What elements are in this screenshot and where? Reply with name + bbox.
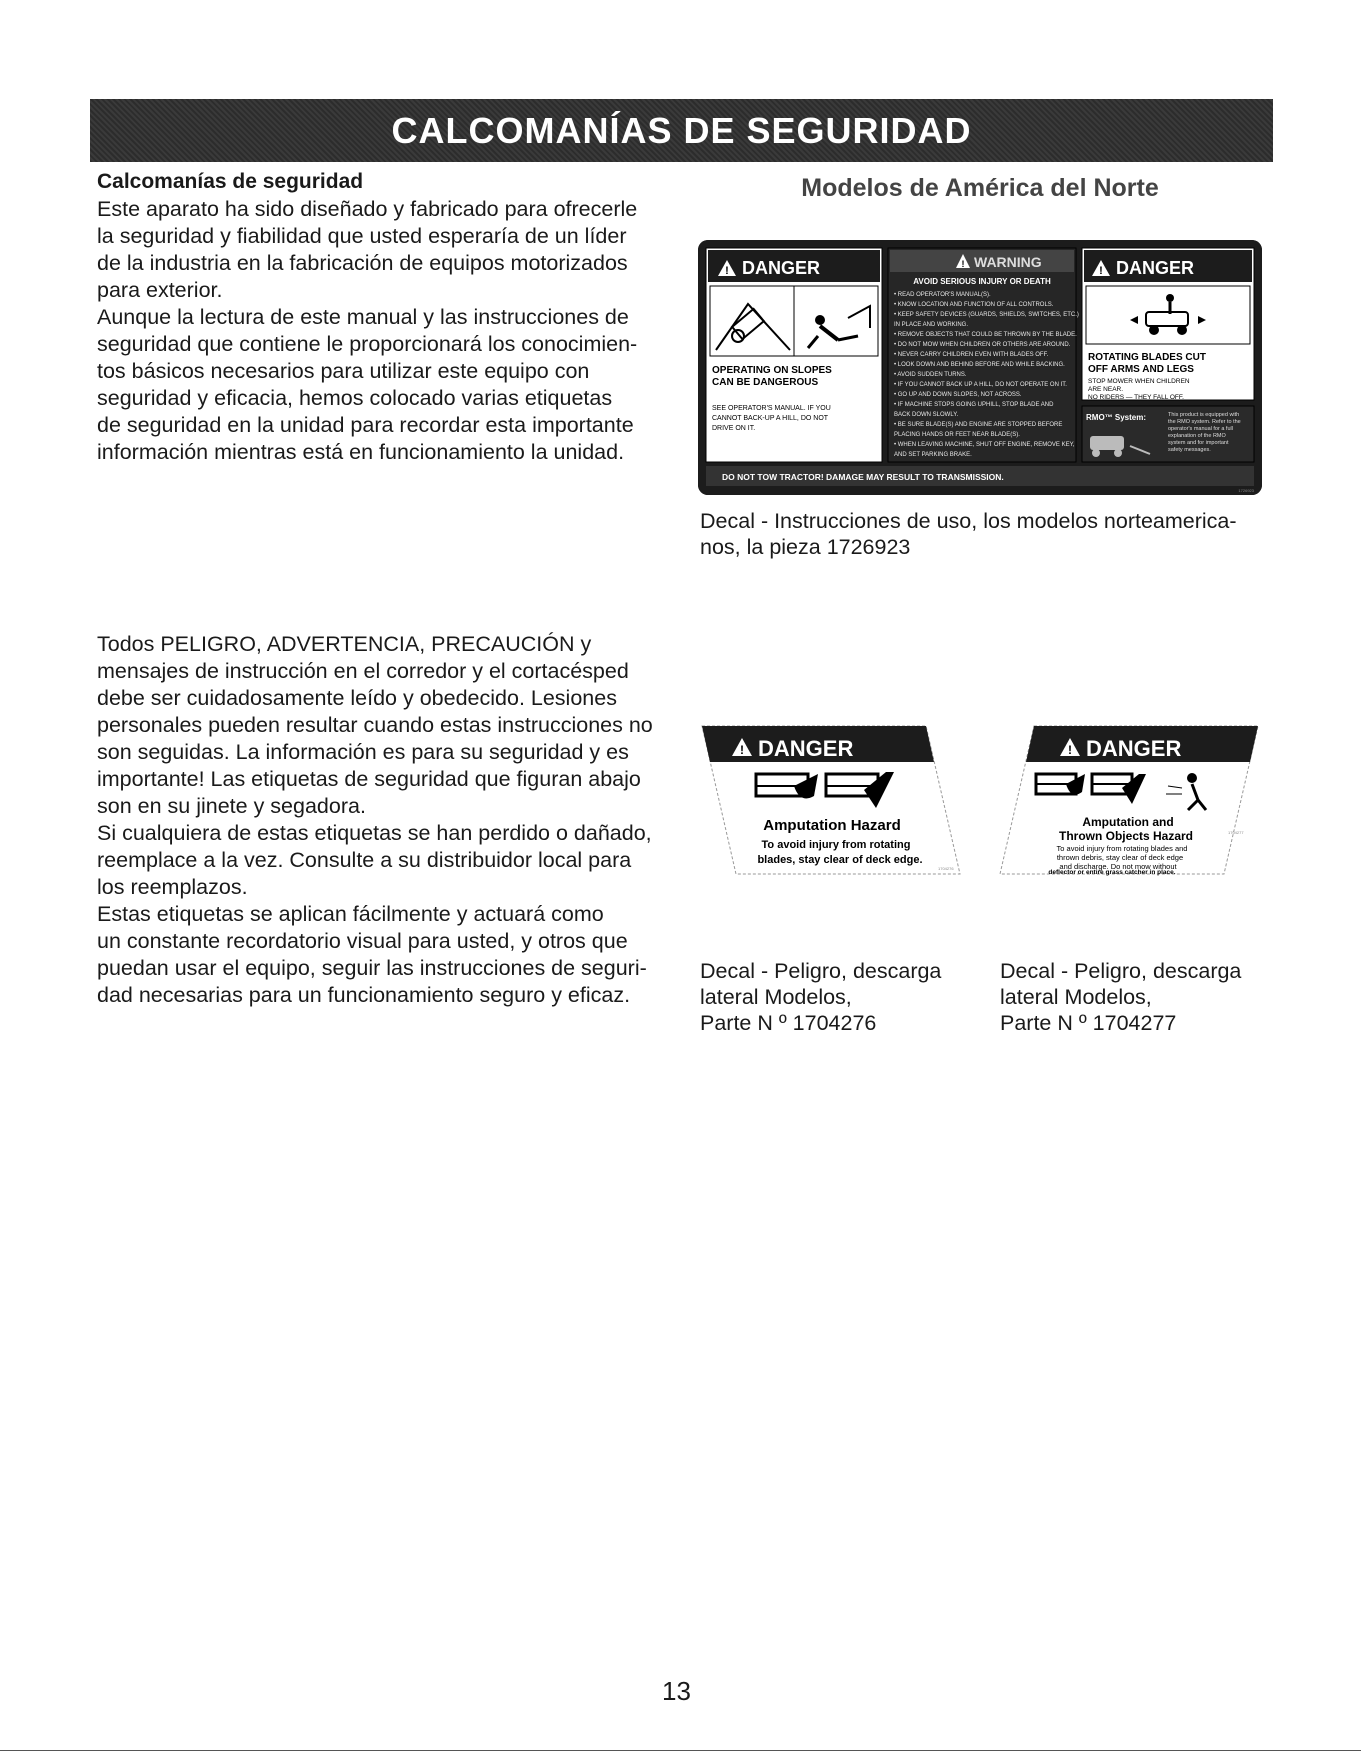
rmo-text-line: This product is equipped with [1168, 412, 1240, 418]
warning-label: WARNING [974, 254, 1042, 270]
instructions-line: Todos PELIGRO, ADVERTENCIA, PRECAUCIÓN y [97, 632, 592, 656]
instructions-line: debe ser cuidadosamente leído y obedecido. Lesiones [97, 686, 617, 710]
warning-item: • DO NOT MOW WHEN CHILDREN OR OTHERS ARE AROUND. [894, 342, 1071, 348]
instructions-paragraph [97, 631, 672, 1009]
caption-line: Decal - Peligro, descarga [700, 959, 942, 983]
banner-title: CALCOMANÍAS DE SEGURIDAD [391, 109, 972, 151]
caption-1704276 [700, 958, 980, 1036]
rmo-label: RMO™ System: [1086, 413, 1147, 422]
rmo-text-line: safety messages. [1168, 447, 1211, 453]
svg-text:!: ! [740, 743, 744, 757]
caption-1704277 [1000, 958, 1280, 1036]
intro-line: de seguridad en la unidad para recordar esta importante [97, 413, 634, 437]
blades-text-line: NO RIDERS — THEY FALL OFF. [1088, 394, 1184, 401]
instructions-line: son en su jinete y segadora. [97, 794, 366, 818]
instructions-line: dad necesarias para un funcionamiento seguro y eficaz. [97, 983, 631, 1007]
blades-text-line: ARE NEAR. [1088, 386, 1124, 393]
decal-text-line: To avoid injury from rotating [761, 839, 911, 851]
intro-line: la seguridad y fiabilidad que usted esperaría de un líder [97, 224, 627, 248]
rmo-text-line: system and for important [1168, 440, 1229, 446]
caption-line: Decal - Peligro, descarga [1000, 959, 1242, 983]
caption-line: Parte N º 1704276 [700, 1011, 877, 1035]
caption-1726923 [700, 508, 1280, 560]
warning-subtitle: AVOID SERIOUS INJURY OR DEATH [913, 277, 1051, 286]
svg-text:!: ! [725, 265, 729, 277]
intro-heading: Calcomanías de seguridad [97, 170, 364, 193]
decal-1726923-art [698, 240, 1262, 495]
warning-item: • GO UP AND DOWN SLOPES, NOT ACROSS. [894, 392, 1022, 398]
intro-section [97, 170, 667, 466]
section-banner [90, 99, 1273, 162]
instructions-line: puedan usar el equipo, seguir las instrucciones de seguri- [97, 956, 647, 980]
warning-item: • READ OPERATOR'S MANUAL(S). [894, 292, 991, 298]
warning-item: • WHEN LEAVING MACHINE, SHUT OFF ENGINE, REMOVE KEY, [894, 442, 1075, 448]
decal-title-line: Amputation and [1082, 815, 1174, 829]
slopes-text-line: CANNOT BACK-UP A HILL, DO NOT [712, 415, 829, 422]
instructions-line: los reemplazos. [97, 875, 248, 899]
instructions-line: un constante recordatorio visual para usted, y otros que [97, 929, 628, 953]
intro-paragraph [97, 196, 667, 466]
page-number: 13 [662, 1676, 691, 1706]
instructions-line: importante! Las etiquetas de seguridad que figuran abajo [97, 767, 641, 791]
warning-item: • IF YOU CANNOT BACK UP A HILL, DO NOT OPERATE ON IT. [894, 382, 1067, 388]
slopes-title-line: CAN BE DANGEROUS [712, 377, 819, 388]
decal-text-line: deflector or entire grass catcher in place. [1048, 869, 1176, 876]
instructions-line: Estas etiquetas se aplican fácilmente y actuará como [97, 902, 604, 926]
intro-line: información mientras está en funcionamiento la unidad. [97, 440, 625, 464]
decal-1704277 [996, 724, 1262, 876]
caption-line: nos, la pieza 1726923 [700, 535, 911, 559]
rmo-text-line: explanation of the RMO [1168, 433, 1226, 439]
instructions-line: reemplace a la vez. Consulte a su distribuidor local para [97, 848, 632, 872]
rmo-text-line: the RMO system. Refer to the [1168, 419, 1241, 425]
blades-title-line: ROTATING BLADES CUT [1088, 352, 1206, 363]
svg-text:!: ! [961, 259, 965, 269]
intro-line: de la industria en la fabricación de equipos motorizados [97, 251, 628, 275]
warning-item: • BE SURE BLADE(S) AND ENGINE ARE STOPPED BEFORE [894, 422, 1063, 428]
slopes-text-line: SEE OPERATOR'S MANUAL. IF YOU [712, 405, 831, 412]
warning-item: • AVOID SUDDEN TURNS. [894, 372, 967, 378]
decal-code: 1726923 [1238, 488, 1254, 493]
intro-line: seguridad y eficacia, hemos colocado varias etiquetas [97, 386, 613, 410]
warning-item: PLACING HANDS OR FEET NEAR BLADE(S). [894, 432, 1020, 438]
instructions-line: mensajes de instrucción en el corredor y el cortacésped [97, 659, 629, 683]
decal-1704276 [698, 724, 964, 876]
decal-code: 1704277 [1228, 830, 1244, 835]
danger-label: DANGER [1086, 736, 1182, 761]
instructions-line: Si cualquiera de estas etiquetas se han perdido o dañado, [97, 821, 652, 845]
warning-item: • KEEP SAFETY DEVICES (GUARDS, SHIELDS, SWITCHES, ETC.) [894, 312, 1079, 318]
warning-item: IN PLACE AND WORKING. [894, 322, 969, 328]
instructions-section [97, 631, 672, 1009]
slopes-text-line: DRIVE ON IT. [712, 425, 756, 432]
blades-title-line: OFF ARMS AND LEGS [1088, 364, 1194, 375]
intro-line: Este aparato ha sido diseñado y fabricado para ofrecerle [97, 197, 638, 221]
blades-text-line: STOP MOWER WHEN CHILDREN [1088, 378, 1190, 385]
danger-label: DANGER [758, 736, 854, 761]
instructions-line: personales pueden resultar cuando estas instrucciones no [97, 713, 653, 737]
decal-title-line: Thrown Objects Hazard [1058, 829, 1194, 843]
decal-text-line: and discharge. Do not mow without [1059, 862, 1177, 871]
page-bottom-rule [0, 1750, 1361, 1751]
north-america-heading: Modelos de América del Norte [801, 174, 1159, 202]
decal-code: 1704276 [938, 866, 954, 871]
warning-item: • NEVER CARRY CHILDREN EVEN WITH BLADES OFF. [894, 352, 1049, 358]
warning-item: • REMOVE OBJECTS THAT COULD BE THROWN BY THE BLADE. [894, 332, 1077, 338]
caption-line: lateral Modelos, [1000, 985, 1152, 1009]
slopes-title-line: OPERATING ON SLOPES [712, 365, 832, 376]
decal-text-line: blades, stay clear of deck edge. [757, 854, 923, 866]
decal-title: Amputation Hazard [763, 817, 901, 834]
caption-line: lateral Modelos, [700, 985, 852, 1009]
decal-1726923 [698, 240, 1262, 495]
decal-text-line: To avoid injury from rotating blades and [1056, 844, 1188, 853]
intro-line: para exterior. [97, 278, 223, 302]
danger-right-label: DANGER [1116, 258, 1195, 278]
warning-item: AND SET PARKING BRAKE. [894, 452, 972, 458]
tow-warning-text: DO NOT TOW TRACTOR! DAMAGE MAY RESULT TO TRANSMISSION. [722, 472, 1004, 482]
svg-text:!: ! [1099, 265, 1103, 277]
warning-item: • IF MACHINE STOPS GOING UPHILL, STOP BLADE AND [894, 402, 1054, 408]
intro-line: Aunque la lectura de este manual y las instrucciones de [97, 305, 629, 329]
caption-line: Decal - Instrucciones de uso, los modelos norteamerica- [700, 509, 1237, 533]
warning-item: BACK DOWN SLOWLY. [894, 412, 959, 418]
danger-left-label: DANGER [742, 258, 821, 278]
rmo-text-line: operator's manual for a full [1168, 426, 1233, 432]
warning-item: • LOOK DOWN AND BEHIND BEFORE AND WHILE BACKING. [894, 362, 1065, 368]
intro-line: seguridad que contiene le proporcionará los conocimien- [97, 332, 638, 356]
warning-item: • KNOW LOCATION AND FUNCTION OF ALL CONTROLS. [894, 302, 1054, 308]
caption-line: Parte N º 1704277 [1000, 1011, 1177, 1035]
decal-text-line: thrown debris, stay clear of deck edge [1056, 853, 1184, 862]
instructions-line: son seguidas. La información es para su seguridad y es [97, 740, 629, 764]
svg-text:!: ! [1068, 743, 1072, 757]
intro-line: tos básicos necesarios para utilizar este equipo con [97, 359, 590, 383]
